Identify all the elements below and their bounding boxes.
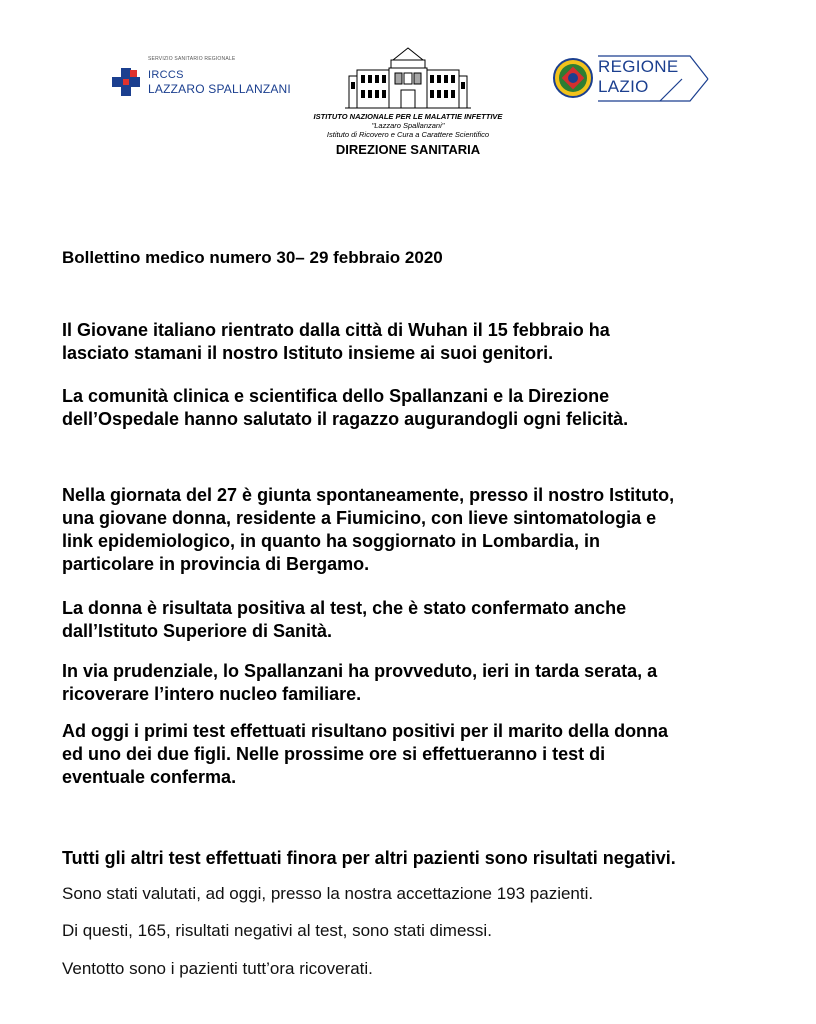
paragraph-test-results bbox=[62, 720, 762, 789]
text-line: dell’Ospedale hanno salutato il ragazzo augurandogli ogni felicità. bbox=[62, 409, 629, 429]
text-line: ed uno dei due figli. Nelle prossime ore si effettueranno i test di bbox=[62, 744, 606, 764]
patients-evaluated: Sono stati valutati, ad oggi, presso la nostra accettazione 193 pazienti. bbox=[62, 884, 594, 903]
paragraph-new-case bbox=[62, 484, 762, 576]
medical-cross-icon bbox=[110, 66, 142, 98]
lazio-label: LAZIO bbox=[598, 77, 649, 96]
irccs-label: IRCCS bbox=[148, 69, 184, 81]
institute-logo bbox=[296, 42, 520, 172]
paragraph-discharge bbox=[62, 319, 762, 365]
institute-quote-name: "Lazzaro Spallanzani" bbox=[371, 121, 445, 130]
regione-label: REGIONE bbox=[598, 57, 679, 76]
text-line: particolare in provincia di Bergamo. bbox=[62, 554, 370, 574]
text-line: eventuale conferma. bbox=[62, 767, 237, 787]
building-icon bbox=[343, 42, 473, 110]
regional-emblem-icon bbox=[552, 57, 594, 99]
institute-subtitle: Istituto di Ricovero e Cura a Carattere Scientifico bbox=[326, 130, 490, 139]
institute-name: ISTITUTO NAZIONALE PER LE MALATTIE INFETTIVE bbox=[313, 112, 503, 121]
patients-hospitalized: Ventotto sono i pazienti tutt’ora ricoverati. bbox=[62, 959, 373, 978]
text-line: Nella giornata del 27 è giunta spontaneamente, presso il nostro Istituto, bbox=[62, 485, 675, 505]
text-line: In via prudenziale, lo Spallanzani ha provveduto, ieri in tarda serata, a bbox=[62, 661, 658, 681]
letterhead bbox=[0, 0, 816, 175]
text-line: link epidemiologico, in quanto ha soggiornato in Lombardia, in bbox=[62, 531, 601, 551]
paragraph-family bbox=[62, 660, 762, 706]
text-line: ricoverare l’intero nucleo familiare. bbox=[62, 684, 362, 704]
text-line: Tutti gli altri test effettuati finora per altri pazienti sono risultati negativi. bbox=[62, 848, 676, 868]
paragraph-greetings bbox=[62, 385, 762, 431]
direction-heading: DIREZIONE SANITARIA bbox=[335, 142, 481, 157]
text-line: una giovane donna, residente a Fiumicino, con lieve sintomatologia e bbox=[62, 508, 657, 528]
regional-service-label: SERVIZIO SANITARIO REGIONALE bbox=[148, 56, 236, 62]
text-line: La donna è risultata positiva al test, che è stato confermato anche bbox=[62, 598, 627, 618]
text-line: La comunità clinica e scientifica dello Spallanzani e la Direzione bbox=[62, 386, 610, 406]
regione-lazio-logo bbox=[552, 55, 712, 103]
spallanzani-logo bbox=[108, 52, 298, 102]
paragraph-negative-tests bbox=[62, 847, 762, 870]
patients-discharged: Di questi, 165, risultati negativi al test, sono stati dimessi. bbox=[62, 921, 492, 940]
bulletin-title: Bollettino medico numero 30– 29 febbraio 2020 bbox=[62, 248, 443, 267]
spallanzani-label: LAZZARO SPALLANZANI bbox=[148, 82, 291, 96]
paragraph-positive-test bbox=[62, 597, 762, 643]
text-line: lasciato stamani il nostro Istituto insieme ai suoi genitori. bbox=[62, 343, 554, 363]
text-line: Ad oggi i primi test effettuati risultano positivi per il marito della donna bbox=[62, 721, 669, 741]
text-line: dall’Istituto Superiore di Sanità. bbox=[62, 621, 333, 641]
text-line: Il Giovane italiano rientrato dalla città di Wuhan il 15 febbraio ha bbox=[62, 320, 610, 340]
